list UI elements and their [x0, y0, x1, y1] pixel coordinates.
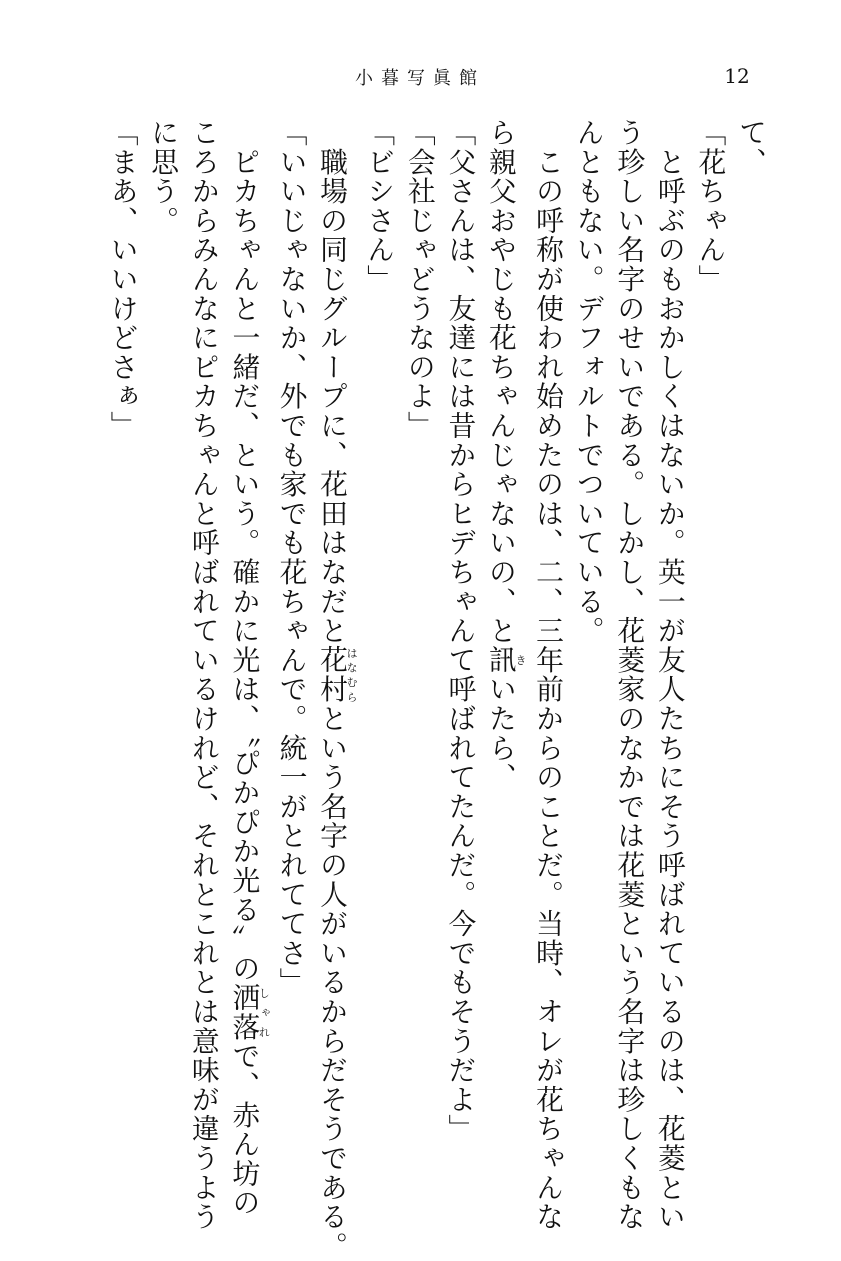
ruby-hanamura: 花村はなむら [315, 645, 359, 705]
text-line: と呼ぶのもおかしくはないか。英一が友人たちにそう呼ばれているのは、花菱とい [652, 118, 686, 1232]
ruby-ki: 訊き [483, 645, 527, 675]
text-line: に思う。 [146, 118, 180, 236]
furigana: き [513, 645, 527, 675]
text-line: 「まあ、いいけどさぁ」 [105, 118, 139, 441]
text-line: んともない。デフォルトでついている。 [571, 118, 605, 646]
text-line: 「いいじゃないか、外でも家でも花ちゃんで。統一がとれててさ」 [274, 118, 308, 997]
running-header-title: 小暮写眞館 [355, 68, 485, 89]
vertical-body-text [90, 118, 770, 1261]
text-line: て、 [734, 118, 767, 177]
text-line: 「父さんは、友達には昔からヒデちゃんて呼ばれてたんだ。今でもそうだよ」 [443, 118, 477, 1144]
furigana: はなむら [345, 645, 359, 704]
text-line: 「花ちゃん」 [693, 118, 727, 294]
text-line: この呼称が使われ始めたのは、二、三年前からのことだ。当時、オレが花ちゃんな [531, 118, 565, 1232]
text-line: 「ビシさん」 [362, 118, 396, 294]
page-number: 12 [724, 64, 750, 88]
text-line: ピカちゃんと一緒だ、という。確かに光は、〝ぴかぴか光る〟の洒落しゃれで、赤ん坊の [227, 118, 271, 1218]
furigana: しゃれ [257, 983, 271, 1042]
text-line: 「会社じゃどうなのよ」 [402, 118, 436, 441]
text-line: ころからみんなにピカちゃんと呼ばれているけれど、それとこれとは意味が違うよう [186, 118, 220, 1232]
text-line: 職場の同じグループに、花田はなだと花村はなむらという名字の人がいるからだそうである。 [315, 118, 359, 1261]
ruby-share: 洒落しゃれ [227, 983, 271, 1042]
text-line: う珍しい名字のせいである。しかし、花菱家のなかでは花菱という名字は珍しくもな [612, 118, 646, 1232]
text-line: ら親父おやじも花ちゃんじゃないの、と訊きいたら、 [483, 118, 527, 792]
